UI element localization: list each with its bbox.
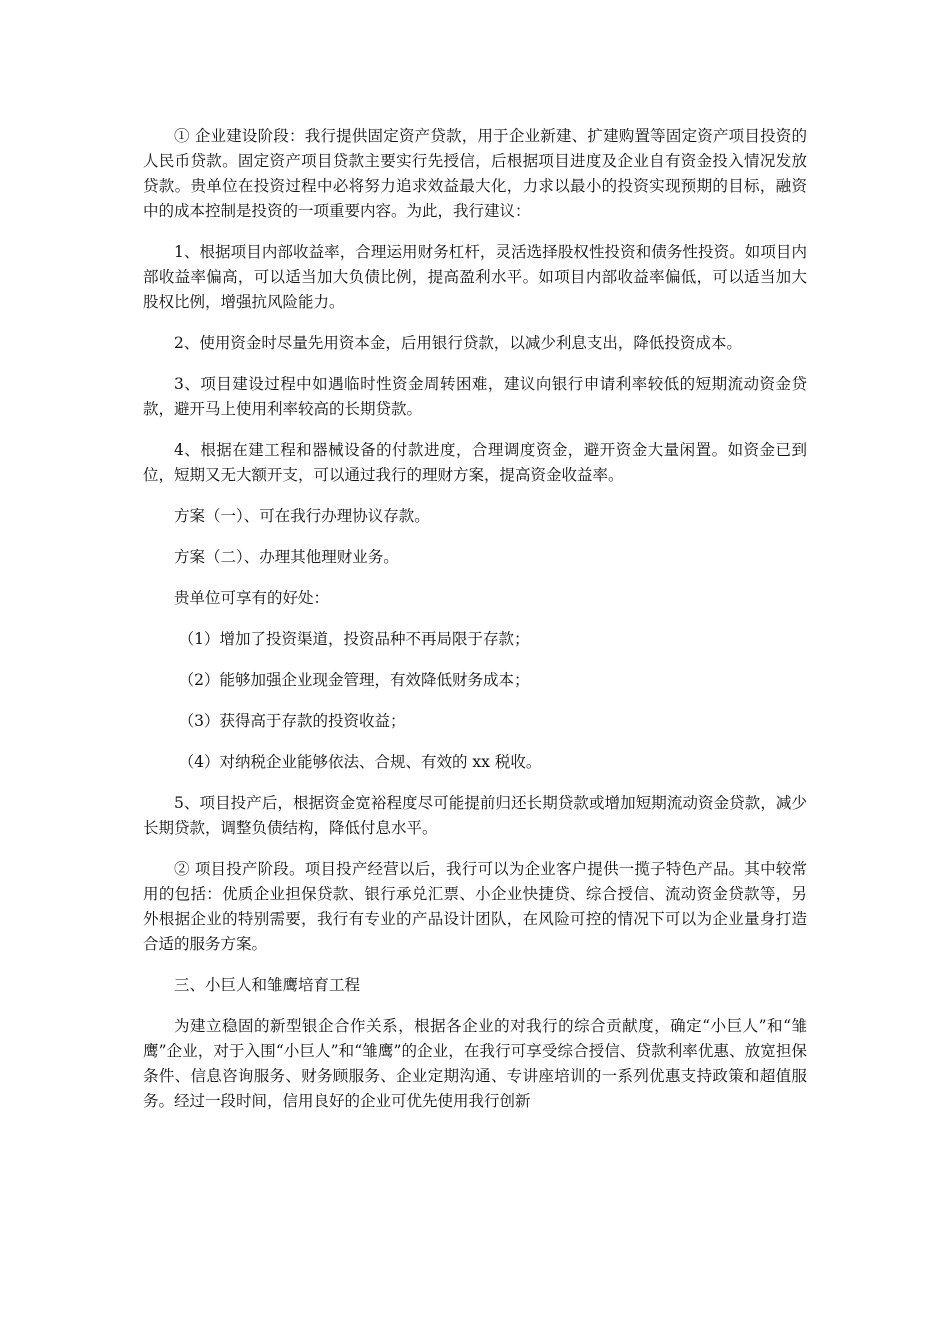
paragraph-benefit-2: （2）能够加强企业现金管理，有效降低财务成本； — [178, 671, 530, 689]
paragraph-item-2: 2、使用资金时尽量先用资本金，后用银行贷款，以减少利息支出，降低投资成本。 — [174, 334, 742, 352]
paragraph-benefit-3: （3）获得高于存款的投资收益； — [178, 712, 406, 730]
paragraph-construction-stage: ① 企业建设阶段：我行提供固定资产贷款，用于企业新建、扩建购置等固定资产项目投资的人民币贷款。固定资产项目贷款主要实行先授信，后根据项目进度及企业自有资金投入情况发放贷款。贵单位在投资过程中必将努力追求效益最大化，力求以最小的投资实现预期的目标，融资中的成本控制是投资的一项重要内容。为此，我行建议： — [143, 127, 807, 220]
paragraph-plan-1: 方案（一）、可在我行办理协议存款。 — [174, 507, 430, 525]
paragraph-item-4: 4、根据在建工程和器械设备的付款进度，合理调度资金，避开资金大量闲置。如资金已到位，短期又无大额开支，可以通过我行的理财方案，提高资金收益率。 — [143, 441, 807, 484]
paragraph-item-1: 1、根据项目内部收益率，合理运用财务杠杆，灵活选择股权性投资和债务性投资。如项目内部收益率偏高，可以适当加大负债比例，提高盈利水平。如项目内部收益率偏低，可以适当加大股权比例，增强抗风险能力。 — [143, 243, 807, 311]
paragraph-item-3: 3、项目建设过程中如遇临时性资金周转困难，建议向银行申请利率较低的短期流动资金贷款，避开马上使用利率较高的长期贷款。 — [143, 375, 807, 418]
paragraph-plan-2: 方案（二）、办理其他理财业务。 — [174, 548, 399, 566]
paragraph-production-stage: ② 项目投产阶段。项目投产经营以后，我行可以为企业客户提供一揽子特色产品。其中较常用的包括：优质企业担保贷款、银行承兑汇票、小企业快捷贷、综合授信、流动资金贷款等，另外根据企业的特别需要，我行有专业的产品设计团队，在风险可控的情况下可以为企业量身打造合适的服务方案。 — [143, 860, 807, 953]
document-body — [143, 124, 807, 1130]
paragraph-item-5: 5、项目投产后，根据资金宽裕程度尽可能提前归还长期贷款或增加短期流动资金贷款，减少长期贷款，调整负债结构，降低付息水平。 — [143, 794, 807, 837]
paragraph-benefit-1: （1）增加了投资渠道，投资品种不再局限于存款； — [178, 630, 530, 648]
paragraph-benefit-4: （4）对纳税企业能够依法、合规、有效的 xx 税收。 — [178, 753, 542, 771]
paragraph-benefits-heading: 贵单位可享有的好处： — [174, 589, 330, 607]
paragraph-incubation: 为建立稳固的新型银企合作关系，根据各企业的对我行的综合贡献度，确定“小巨人”和“雏鹰”企业，对于入围“小巨人”和“雏鹰”的企业，在我行可享受综合授信、贷款利率优惠、放宽担保条件、信息咨询服务、财务顾服务、企业定期沟通、专讲座培训的一系列优惠支持政策和超值服务。经过一段时间，信用良好的企业可优先使用我行创新 — [143, 1017, 807, 1110]
section-heading-3: 三、小巨人和雏鹰培育工程 — [174, 976, 361, 994]
